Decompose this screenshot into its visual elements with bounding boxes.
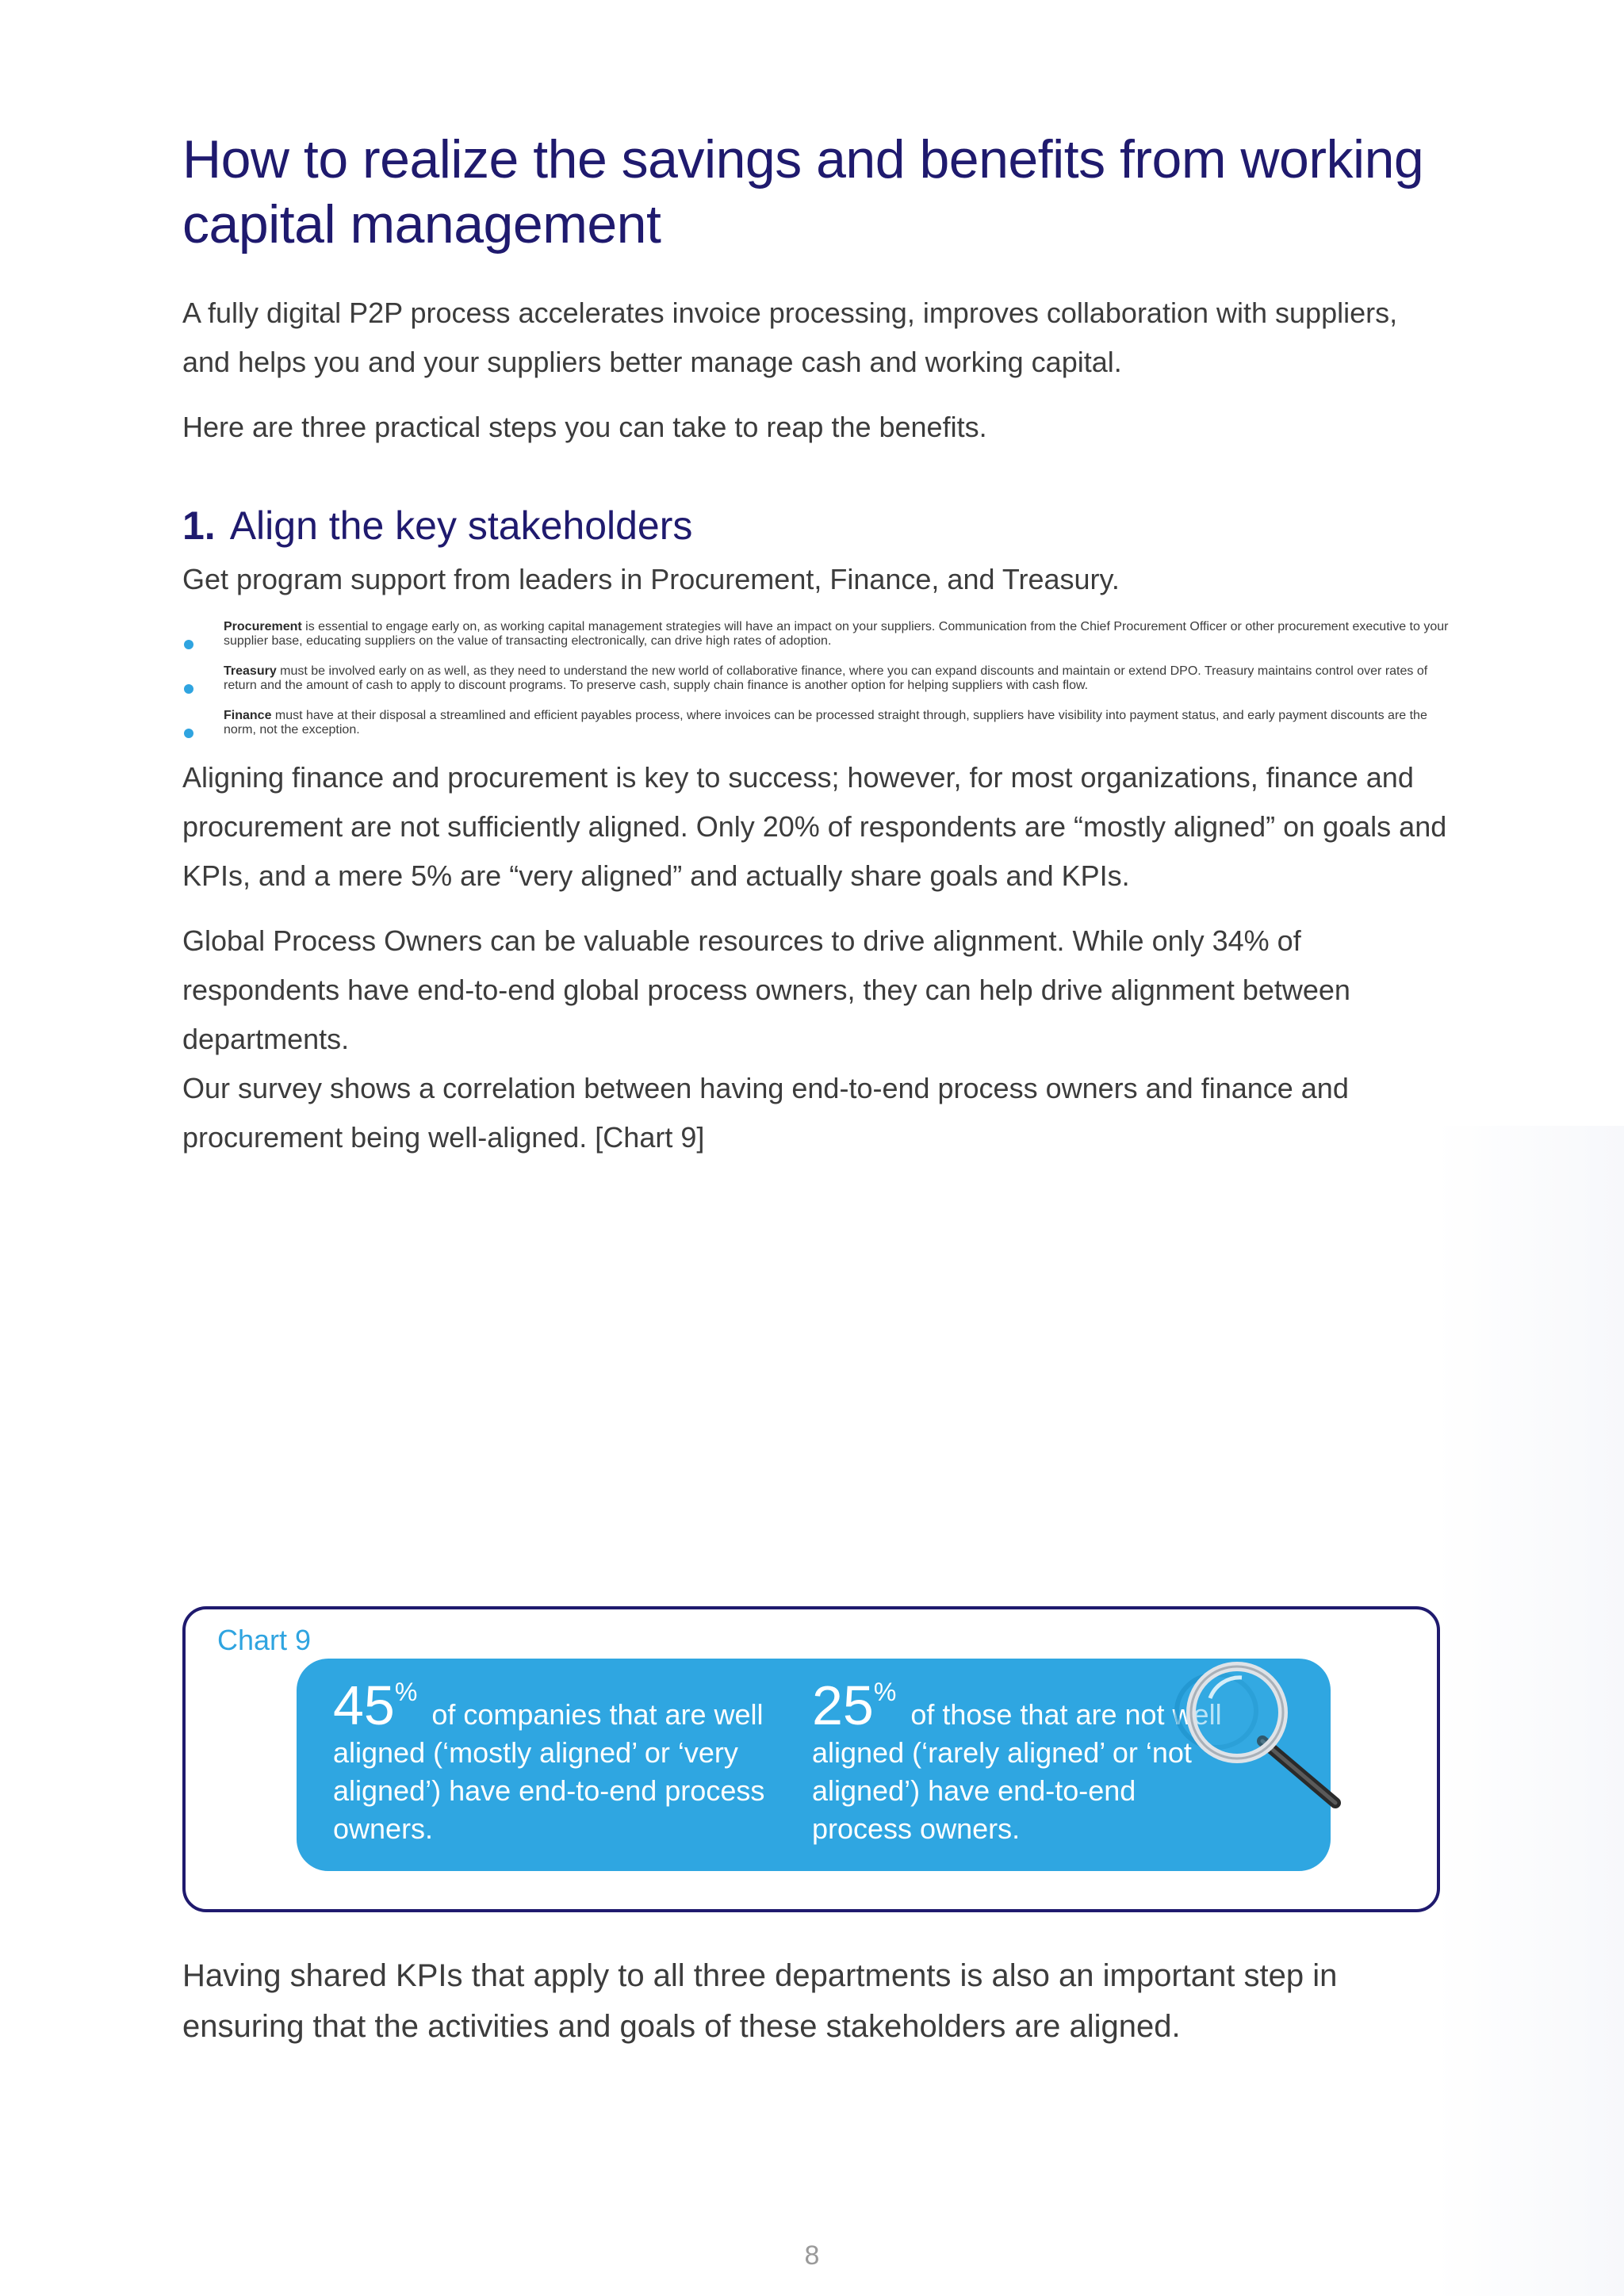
chart-callout-box [182, 1606, 1440, 1912]
intro-steps-paragraph: Here are three practical steps you can take to reap the benefits. [182, 411, 987, 443]
section-number: 1. [182, 503, 216, 548]
bullet-icon [184, 684, 193, 694]
intro-paragraph: A fully digital P2P process accelerates invoice processing, improves collaboration with suppliers, and helps you and your suppliers better manage cash and working capital. [182, 297, 1398, 378]
bullet-text: is essential to engage early on, as working capital management strategies will have an impact on your suppliers. Communication from the Chief Procurement Officer or other procurement executive to your supplier base, educating suppliers on the value of transacting electronically, can drive high rates of adoption. [224, 620, 1449, 648]
bullet-term: Treasury [224, 664, 277, 678]
list-item-treasury [182, 664, 1451, 693]
stat-well-aligned [333, 1673, 777, 1848]
stat-unit: % [394, 1678, 418, 1706]
section-subtitle: Get program support from leaders in Procurement, Finance, and Treasury. [182, 563, 1120, 595]
survey-paragraph: Our survey shows a correlation between having end-to-end process owners and finance and procurement being well-aligned. [Chart 9] [182, 1072, 1349, 1154]
closing-paragraph: Having shared KPIs that apply to all three departments is also an important step in ensuring that the activities and goals of these stakeholders are aligned. [182, 1958, 1338, 2044]
chart-label: Chart 9 [217, 1624, 312, 1656]
page-edge-shade [1435, 1126, 1624, 2296]
alignment-paragraph: Aligning finance and procurement is key to success; however, for most organizations, finance and procurement are not sufficiently aligned. Only 20% of respondents are “mostly aligned” on goals and KPIs, and a mere 5% are “very aligned” and actually share goals and KPIs. [182, 761, 1447, 892]
magnifying-glass-icon [1169, 1649, 1375, 1823]
section-heading [182, 499, 1451, 552]
closing-section [182, 1950, 1451, 2052]
page-number: 8 [804, 2241, 820, 2271]
stat-value: 25 [812, 1674, 874, 1736]
stat-value: 45 [333, 1674, 395, 1736]
bullet-term: Procurement [224, 620, 302, 633]
process-owner-paragraph: Global Process Owners can be valuable resources to drive alignment. While only 34% of respondents have end-to-end global process owners, they can help drive alignment between departments. [182, 924, 1350, 1055]
section-heading-text: Align the key stakeholders [229, 503, 693, 548]
bullet-term: Finance [224, 709, 272, 722]
stat-not-aligned [812, 1673, 1224, 1848]
page-content [182, 127, 1451, 1162]
stakeholder-list [182, 620, 1451, 737]
page-title: How to realize the savings and benefits from working capital management [182, 129, 1424, 254]
bullet-icon [184, 729, 193, 738]
stat-text: of companies that are well aligned (‘mostly aligned’ or ‘very aligned’) have end-to-end process owners. [333, 1698, 765, 1845]
stat-unit: % [873, 1678, 897, 1706]
bullet-text: must have at their disposal a streamlined and efficient payables process, where invoices can be processed straight through, suppliers have visibility into payment status, and early payment discounts are the norm, not the exception. [224, 709, 1427, 737]
bullet-text: must be involved early on as well, as they need to understand the new world of collaborative finance, where you can expand discounts and maintain or extend DPO. Treasury maintains control over rates of return and the amount of cash to apply to discount programs. To preserve cash, supply chain finance is another option for helping suppliers with cash flow. [224, 664, 1428, 692]
list-item-procurement [182, 620, 1451, 649]
stat-text: of those that are not well aligned (‘rarely aligned’ or ‘not aligned’) have end-to-end process owners. [812, 1698, 1222, 1845]
list-item-finance [182, 709, 1451, 737]
bullet-icon [184, 640, 193, 649]
